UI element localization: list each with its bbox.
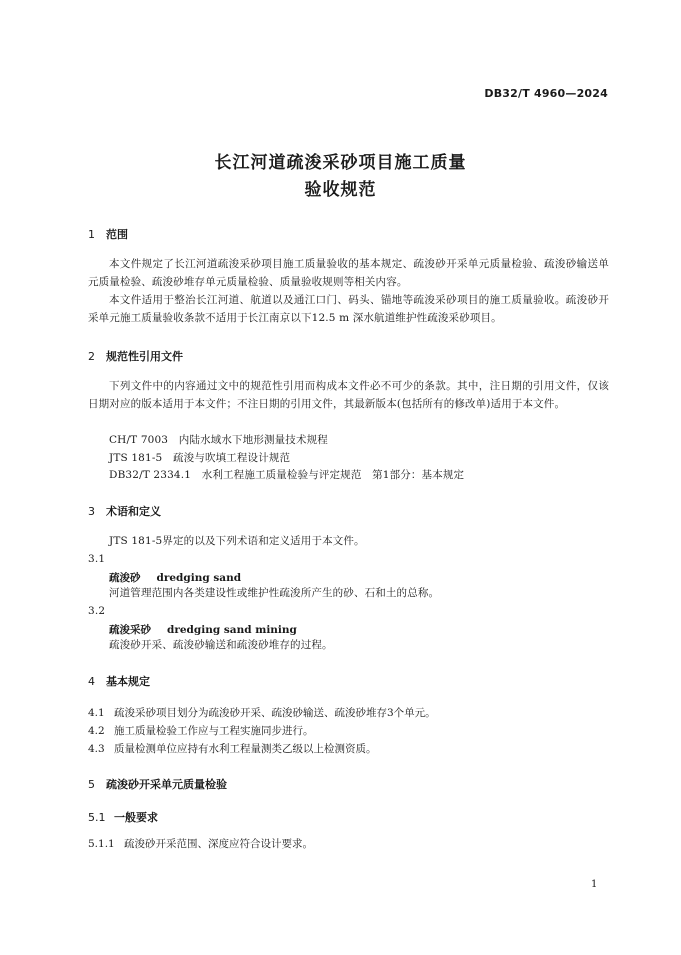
term-number: 3.1 xyxy=(88,553,106,565)
page-number: 1 xyxy=(591,879,598,890)
document-title-line2: 验收规范 xyxy=(304,180,377,200)
term-entry xyxy=(109,570,241,585)
clause-number: 4.1 xyxy=(88,707,105,719)
subsection-title: 一般要求 xyxy=(114,811,158,824)
section-number: 2 xyxy=(88,350,95,363)
section-1-heading xyxy=(88,226,128,242)
clause-text: 疏浚砂开采范围、深度应符合设计要求。 xyxy=(124,838,313,850)
clause-number: 5.1.1 xyxy=(88,838,115,850)
term-english: dredging sand xyxy=(156,572,242,584)
clause-number: 4.2 xyxy=(88,725,105,737)
clause-text: 疏浚采砂项目划分为疏浚砂开采、疏浚砂输送、疏浚砂堆存3个单元。 xyxy=(114,707,436,719)
normative-reference-3: DB32/T 2334.1 水利工程施工质量检验与评定规范 第1部分：基本规定 xyxy=(109,469,465,481)
section-number: 3 xyxy=(88,505,95,518)
normative-reference-1: CH/T 7003 内陆水域水下地形测量技术规程 xyxy=(109,434,328,446)
section-3-intro: JTS 181-5界定的以及下列术语和定义适用于本文件。 xyxy=(109,535,365,547)
subsection-number: 5.1 xyxy=(88,811,106,824)
section-2-paragraph: 下列文件中的内容通过文中的规范性引用而构成本文件必不可少的条款。其中，注日期的引用文件，仅该日期对应的版本适用于本文件；不注日期的引用文件，其最新版本(包括所有的修改单)适用于本文件。 xyxy=(88,380,609,410)
document-title-line1: 长江河道疏浚采砂项目施工质量 xyxy=(214,153,467,173)
section-4-heading xyxy=(88,673,150,689)
section-title: 范围 xyxy=(106,228,128,241)
subsection-5-1-heading xyxy=(88,809,158,825)
term-chinese: 疏浚砂 xyxy=(109,572,141,584)
clause-text: 质量检测单位应持有水利工程量测类乙级以上检测资质。 xyxy=(114,743,377,755)
section-title: 基本规定 xyxy=(106,675,150,688)
clause-5-1-1 xyxy=(88,836,313,851)
term-definition: 疏浚砂开采、疏浚砂输送和疏浚砂堆存的过程。 xyxy=(109,639,333,651)
clause-4-3 xyxy=(88,741,377,756)
term-entry xyxy=(109,622,297,637)
section-title: 疏浚砂开采单元质量检验 xyxy=(106,778,227,791)
section-5-heading xyxy=(88,776,227,792)
term-english: dredging sand mining xyxy=(167,624,297,636)
term-definition: 河道管理范围内各类建设性或维护性疏浚所产生的砂、石和土的总称。 xyxy=(109,587,440,599)
section-2-heading xyxy=(88,348,183,364)
section-3-heading xyxy=(88,503,161,519)
clause-text: 施工质量检验工作应与工程实施同步进行。 xyxy=(114,725,314,737)
section-number: 5 xyxy=(88,778,95,791)
clause-4-2 xyxy=(88,723,314,738)
clause-4-1 xyxy=(88,705,436,720)
section-number: 1 xyxy=(88,228,95,241)
normative-reference-2: JTS 181-5 疏浚与吹填工程设计规范 xyxy=(109,452,291,464)
term-chinese: 疏浚采砂 xyxy=(109,624,151,636)
section-number: 4 xyxy=(88,675,95,688)
section-title: 术语和定义 xyxy=(106,505,161,518)
section-title: 规范性引用文件 xyxy=(106,350,183,363)
standard-number: DB32/T 4960—2024 xyxy=(484,87,608,100)
term-number: 3.2 xyxy=(88,605,106,617)
section-1-paragraph-1: 本文件规定了长江河道疏浚采砂项目施工质量验收的基本规定、疏浚砂开采单元质量检验、疏浚砂输送单元质量检验、疏浚砂堆存单元质量检验、质量验收规则等相关内容。 xyxy=(88,258,609,288)
clause-number: 4.3 xyxy=(88,743,105,755)
section-1-paragraph-2: 本文件适用于整治长江河道、航道以及通江口门、码头、锚地等疏浚采砂项目的施工质量验收。疏浚砂开采单元施工质量验收条款不适用于长江南京以下12.5 m 深水航道维护性疏浚采砂项目。 xyxy=(88,294,609,324)
